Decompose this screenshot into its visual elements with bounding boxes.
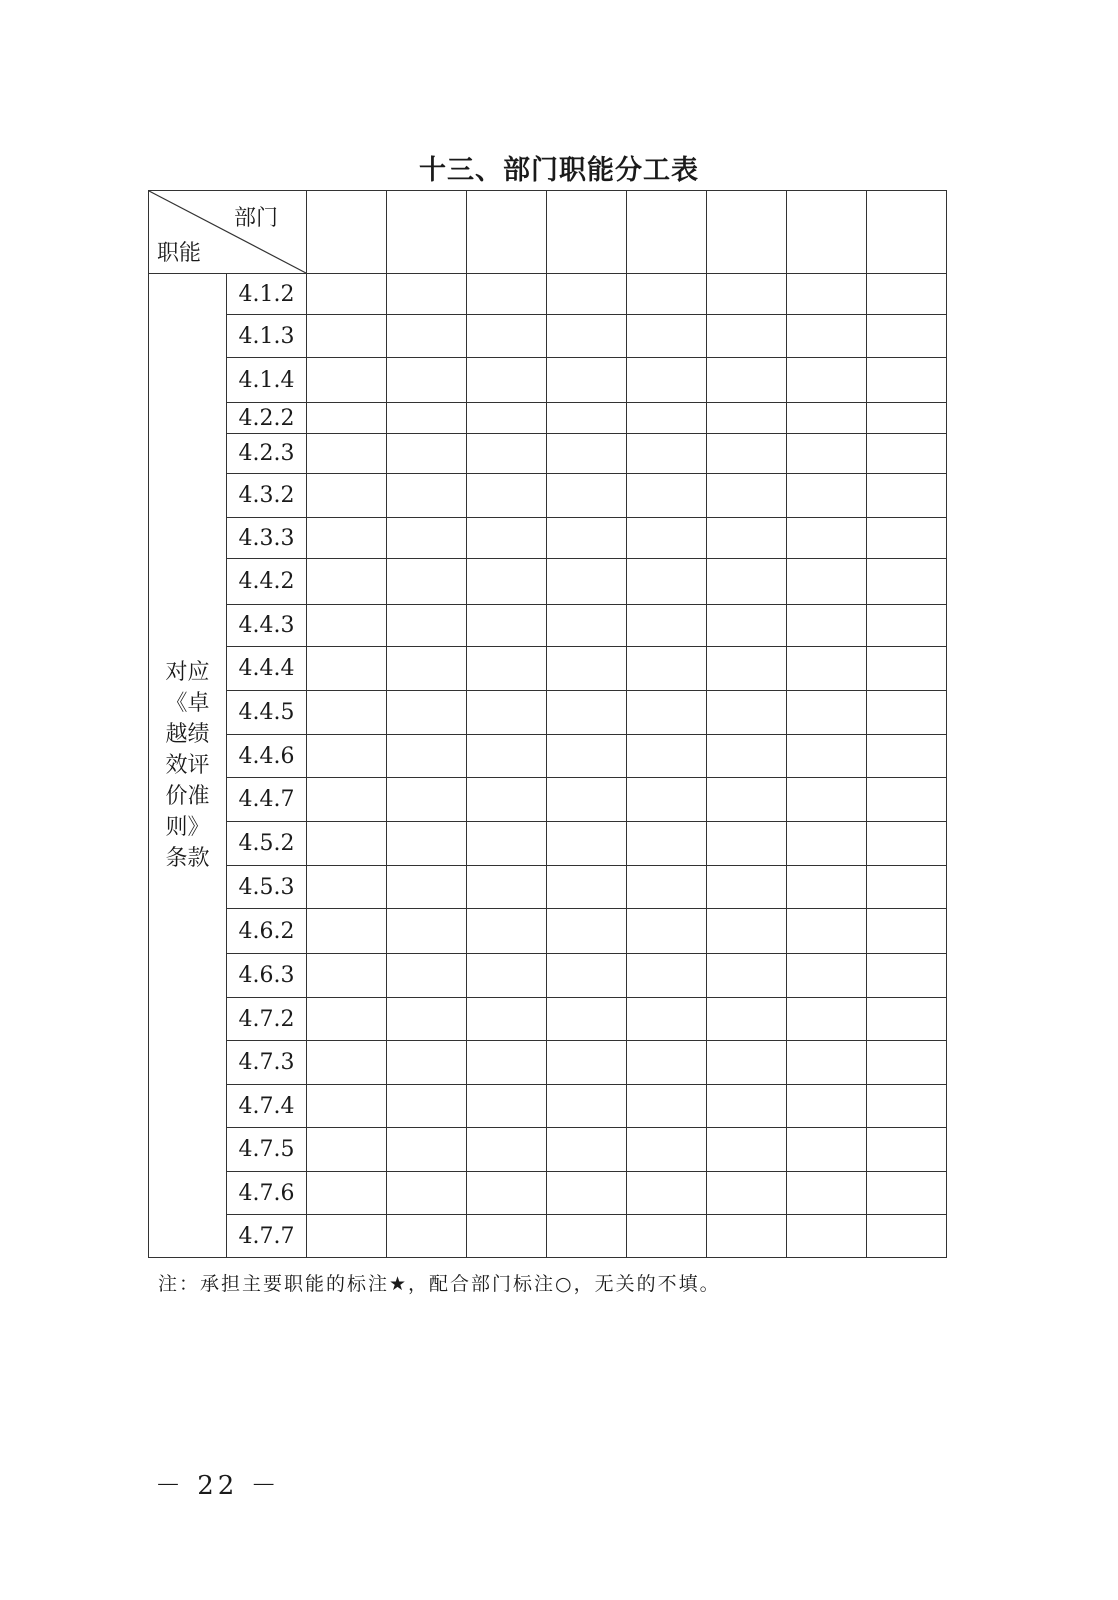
assignment-cell[interactable] xyxy=(707,315,787,358)
assignment-cell[interactable] xyxy=(387,691,467,735)
assignment-cell[interactable] xyxy=(387,1172,467,1215)
assignment-cell[interactable] xyxy=(547,1215,627,1258)
clause-cell: 4.4.3 xyxy=(227,605,307,647)
assignment-cell[interactable] xyxy=(307,403,387,434)
assignment-cell[interactable] xyxy=(787,909,867,954)
assignment-cell[interactable] xyxy=(787,1128,867,1172)
assignment-cell[interactable] xyxy=(307,998,387,1041)
assignment-cell[interactable] xyxy=(547,518,627,559)
assignment-cell[interactable] xyxy=(627,1085,707,1128)
assignment-cell[interactable] xyxy=(387,822,467,866)
table-row xyxy=(149,822,947,866)
assignment-cell[interactable] xyxy=(627,403,707,434)
assignment-cell[interactable] xyxy=(307,474,387,518)
assignment-cell[interactable] xyxy=(787,518,867,559)
assignment-cell[interactable] xyxy=(547,1128,627,1172)
assignment-cell[interactable] xyxy=(387,1128,467,1172)
clause-cell: 4.6.3 xyxy=(227,954,307,998)
assignment-cell[interactable] xyxy=(707,1041,787,1085)
assignment-cell[interactable] xyxy=(867,518,947,559)
assignment-cell[interactable] xyxy=(307,1041,387,1085)
assignment-cell[interactable] xyxy=(547,605,627,647)
assignment-cell[interactable] xyxy=(307,1085,387,1128)
assignment-cell[interactable] xyxy=(547,474,627,518)
assignment-cell[interactable] xyxy=(707,474,787,518)
assignment-cell[interactable] xyxy=(787,605,867,647)
assignment-cell[interactable] xyxy=(307,778,387,822)
assignment-cell[interactable] xyxy=(627,1215,707,1258)
clause-cell: 4.7.6 xyxy=(227,1172,307,1215)
clause-cell: 4.7.7 xyxy=(227,1215,307,1258)
assignment-cell[interactable] xyxy=(867,1128,947,1172)
assignment-cell[interactable] xyxy=(547,1085,627,1128)
assignment-cell[interactable] xyxy=(547,954,627,998)
assignment-cell[interactable] xyxy=(627,315,707,358)
assignment-cell[interactable] xyxy=(707,691,787,735)
function-header-label: 职能 xyxy=(157,241,202,266)
assignment-cell[interactable] xyxy=(867,605,947,647)
department-header-cell[interactable] xyxy=(627,191,707,274)
assignment-cell[interactable] xyxy=(867,559,947,605)
assignment-cell[interactable] xyxy=(467,866,547,909)
department-header-cell[interactable] xyxy=(307,191,387,274)
assignment-cell[interactable] xyxy=(867,735,947,778)
assignment-cell[interactable] xyxy=(307,358,387,403)
assignment-cell[interactable] xyxy=(467,778,547,822)
assignment-cell[interactable] xyxy=(467,998,547,1041)
assignment-cell[interactable] xyxy=(307,866,387,909)
assignment-cell[interactable] xyxy=(627,474,707,518)
assignment-cell[interactable] xyxy=(787,315,867,358)
assignment-cell[interactable] xyxy=(387,954,467,998)
table-row xyxy=(149,559,947,605)
department-header-cell[interactable] xyxy=(547,191,627,274)
assignment-cell[interactable] xyxy=(787,1215,867,1258)
page-number: － 22 － xyxy=(155,1471,281,1501)
assignment-cell[interactable] xyxy=(387,434,467,474)
assignment-cell[interactable] xyxy=(787,403,867,434)
assignment-cell[interactable] xyxy=(627,866,707,909)
table-row xyxy=(149,474,947,518)
assignment-cell[interactable] xyxy=(307,605,387,647)
assignment-cell[interactable] xyxy=(867,1085,947,1128)
assignment-cell[interactable] xyxy=(707,998,787,1041)
assignment-cell[interactable] xyxy=(867,358,947,403)
assignment-cell[interactable] xyxy=(867,822,947,866)
assignment-cell[interactable] xyxy=(387,778,467,822)
assignment-cell[interactable] xyxy=(867,1041,947,1085)
assignment-cell[interactable] xyxy=(307,315,387,358)
page-title: 十三、部门职能分工表 xyxy=(419,155,699,186)
assignment-cell[interactable] xyxy=(707,358,787,403)
assignment-cell[interactable] xyxy=(307,1215,387,1258)
assignment-cell[interactable] xyxy=(627,998,707,1041)
assignment-cell[interactable] xyxy=(787,1172,867,1215)
clause-cell: 4.7.2 xyxy=(227,998,307,1041)
assignment-cell[interactable] xyxy=(707,1128,787,1172)
assignment-cell[interactable] xyxy=(547,647,627,691)
department-header-cell[interactable] xyxy=(867,191,947,274)
assignment-cell[interactable] xyxy=(867,434,947,474)
assignment-cell[interactable] xyxy=(627,1041,707,1085)
assignment-cell[interactable] xyxy=(467,1085,547,1128)
assignment-cell[interactable] xyxy=(627,434,707,474)
assignment-cell[interactable] xyxy=(467,909,547,954)
assignment-cell[interactable] xyxy=(467,691,547,735)
assignment-cell[interactable] xyxy=(627,954,707,998)
assignment-cell[interactable] xyxy=(867,691,947,735)
clause-cell: 4.4.7 xyxy=(227,778,307,822)
assignment-cell[interactable] xyxy=(627,518,707,559)
table-row xyxy=(149,1041,947,1085)
assignment-cell[interactable] xyxy=(307,274,387,315)
assignment-cell[interactable] xyxy=(707,909,787,954)
assignment-cell[interactable] xyxy=(707,559,787,605)
assignment-cell[interactable] xyxy=(867,778,947,822)
clause-cell: 4.1.3 xyxy=(227,315,307,358)
assignment-cell[interactable] xyxy=(467,315,547,358)
assignment-cell[interactable] xyxy=(307,518,387,559)
assignment-cell[interactable] xyxy=(387,474,467,518)
assignment-cell[interactable] xyxy=(787,1041,867,1085)
clause-cell: 4.7.4 xyxy=(227,1085,307,1128)
table-row xyxy=(149,274,947,315)
assignment-cell[interactable] xyxy=(787,434,867,474)
assignment-cell[interactable] xyxy=(467,403,547,434)
assignment-cell[interactable] xyxy=(307,1128,387,1172)
assignment-cell[interactable] xyxy=(787,691,867,735)
assignment-cell[interactable] xyxy=(707,434,787,474)
duty-table xyxy=(148,190,947,1258)
assignment-cell[interactable] xyxy=(307,735,387,778)
assignment-cell[interactable] xyxy=(467,605,547,647)
assignment-cell[interactable] xyxy=(787,866,867,909)
assignment-cell[interactable] xyxy=(547,403,627,434)
table-row xyxy=(149,1085,947,1128)
table-note: 注：承担主要职能的标注★，配合部门标注○，无关的不填。 xyxy=(158,1273,721,1295)
assignment-cell[interactable] xyxy=(707,954,787,998)
table-row xyxy=(149,1128,947,1172)
clause-cell: 4.7.3 xyxy=(227,1041,307,1085)
assignment-cell[interactable] xyxy=(467,735,547,778)
assignment-cell[interactable] xyxy=(547,559,627,605)
assignment-cell[interactable] xyxy=(387,866,467,909)
assignment-cell[interactable] xyxy=(547,1041,627,1085)
assignment-cell[interactable] xyxy=(627,358,707,403)
assignment-cell[interactable] xyxy=(387,647,467,691)
assignment-cell[interactable] xyxy=(867,1215,947,1258)
table-row xyxy=(149,866,947,909)
table-row xyxy=(149,1172,947,1215)
assignment-cell[interactable] xyxy=(867,866,947,909)
table-row xyxy=(149,1215,947,1258)
assignment-cell[interactable] xyxy=(627,559,707,605)
assignment-cell[interactable] xyxy=(547,434,627,474)
assignment-cell[interactable] xyxy=(467,647,547,691)
table-row xyxy=(149,778,947,822)
clause-cell: 4.1.4 xyxy=(227,358,307,403)
assignment-cell[interactable] xyxy=(307,647,387,691)
assignment-cell[interactable] xyxy=(707,1172,787,1215)
department-header-cell[interactable] xyxy=(387,191,467,274)
assignment-cell[interactable] xyxy=(867,998,947,1041)
assignment-cell[interactable] xyxy=(307,822,387,866)
assignment-cell[interactable] xyxy=(467,559,547,605)
assignment-cell[interactable] xyxy=(307,434,387,474)
table-row xyxy=(149,315,947,358)
assignment-cell[interactable] xyxy=(867,1172,947,1215)
assignment-cell[interactable] xyxy=(787,358,867,403)
clause-cell: 4.4.2 xyxy=(227,559,307,605)
clause-cell: 4.4.4 xyxy=(227,647,307,691)
assignment-cell[interactable] xyxy=(307,909,387,954)
assignment-cell[interactable] xyxy=(547,358,627,403)
assignment-cell[interactable] xyxy=(867,403,947,434)
table-row xyxy=(149,735,947,778)
table-row xyxy=(149,647,947,691)
assignment-cell[interactable] xyxy=(467,1128,547,1172)
assignment-cell[interactable] xyxy=(387,735,467,778)
assignment-cell[interactable] xyxy=(707,866,787,909)
table-row xyxy=(149,909,947,954)
assignment-cell[interactable] xyxy=(467,1172,547,1215)
assignment-cell[interactable] xyxy=(867,909,947,954)
assignment-cell[interactable] xyxy=(787,735,867,778)
table-row xyxy=(149,998,947,1041)
table-body xyxy=(149,191,947,1258)
assignment-cell[interactable] xyxy=(467,274,547,315)
assignment-cell[interactable] xyxy=(707,518,787,559)
table-row xyxy=(149,691,947,735)
assignment-cell[interactable] xyxy=(627,735,707,778)
clause-cell: 4.2.2 xyxy=(227,403,307,434)
assignment-cell[interactable] xyxy=(707,735,787,778)
assignment-cell[interactable] xyxy=(387,909,467,954)
assignment-cell[interactable] xyxy=(547,1172,627,1215)
assignment-cell[interactable] xyxy=(467,434,547,474)
assignment-cell[interactable] xyxy=(867,315,947,358)
assignment-cell[interactable] xyxy=(547,315,627,358)
clause-cell: 4.1.2 xyxy=(227,274,307,315)
assignment-cell[interactable] xyxy=(707,647,787,691)
assignment-cell[interactable] xyxy=(467,954,547,998)
assignment-cell[interactable] xyxy=(627,909,707,954)
assignment-cell[interactable] xyxy=(387,358,467,403)
assignment-cell[interactable] xyxy=(627,605,707,647)
assignment-cell[interactable] xyxy=(707,778,787,822)
header-row xyxy=(149,191,947,274)
assignment-cell[interactable] xyxy=(867,954,947,998)
assignment-cell[interactable] xyxy=(707,605,787,647)
clause-cell: 4.4.5 xyxy=(227,691,307,735)
assignment-cell[interactable] xyxy=(787,474,867,518)
clause-cell: 4.3.2 xyxy=(227,474,307,518)
assignment-cell[interactable] xyxy=(707,403,787,434)
assignment-cell[interactable] xyxy=(867,647,947,691)
assignment-cell[interactable] xyxy=(387,1041,467,1085)
assignment-cell[interactable] xyxy=(387,1085,467,1128)
clause-cell: 4.5.3 xyxy=(227,866,307,909)
assignment-cell[interactable] xyxy=(387,518,467,559)
assignment-cell[interactable] xyxy=(387,315,467,358)
table-row xyxy=(149,954,947,998)
assignment-cell[interactable] xyxy=(707,822,787,866)
assignment-cell[interactable] xyxy=(787,647,867,691)
assignment-cell[interactable] xyxy=(547,909,627,954)
assignment-cell[interactable] xyxy=(467,1041,547,1085)
assignment-cell[interactable] xyxy=(787,1085,867,1128)
assignment-cell[interactable] xyxy=(707,1215,787,1258)
assignment-cell[interactable] xyxy=(307,691,387,735)
assignment-cell[interactable] xyxy=(387,998,467,1041)
assignment-cell[interactable] xyxy=(307,559,387,605)
assignment-cell[interactable] xyxy=(707,1085,787,1128)
clause-cell: 4.6.2 xyxy=(227,909,307,954)
assignment-cell[interactable] xyxy=(627,274,707,315)
assignment-cell[interactable] xyxy=(787,274,867,315)
assignment-cell[interactable] xyxy=(627,691,707,735)
table-row xyxy=(149,358,947,403)
clause-cell: 4.2.3 xyxy=(227,434,307,474)
assignment-cell[interactable] xyxy=(867,474,947,518)
assignment-cell[interactable] xyxy=(867,274,947,315)
table-row xyxy=(149,403,947,434)
assignment-cell[interactable] xyxy=(387,1215,467,1258)
assignment-cell[interactable] xyxy=(547,778,627,822)
assignment-cell[interactable] xyxy=(387,274,467,315)
assignment-cell[interactable] xyxy=(547,735,627,778)
assignment-cell[interactable] xyxy=(307,1172,387,1215)
clause-group-cell xyxy=(149,274,227,1258)
assignment-cell[interactable] xyxy=(467,822,547,866)
clause-cell: 4.3.3 xyxy=(227,518,307,559)
assignment-cell[interactable] xyxy=(547,274,627,315)
assignment-cell[interactable] xyxy=(787,954,867,998)
assignment-cell[interactable] xyxy=(467,474,547,518)
assignment-cell[interactable] xyxy=(787,998,867,1041)
assignment-cell[interactable] xyxy=(547,691,627,735)
assignment-cell[interactable] xyxy=(627,822,707,866)
assignment-cell[interactable] xyxy=(627,1128,707,1172)
table-row xyxy=(149,605,947,647)
assignment-cell[interactable] xyxy=(707,274,787,315)
department-header-cell[interactable] xyxy=(467,191,547,274)
clause-cell: 4.5.2 xyxy=(227,822,307,866)
assignment-cell[interactable] xyxy=(787,778,867,822)
corner-header-cell xyxy=(149,191,307,274)
assignment-cell[interactable] xyxy=(787,822,867,866)
assignment-cell[interactable] xyxy=(627,1172,707,1215)
assignment-cell[interactable] xyxy=(387,605,467,647)
assignment-cell[interactable] xyxy=(627,778,707,822)
department-header-label: 部门 xyxy=(233,206,278,231)
assignment-cell[interactable] xyxy=(787,559,867,605)
assignment-cell[interactable] xyxy=(627,647,707,691)
department-header-cell[interactable] xyxy=(787,191,867,274)
clause-group-label: 对应《卓越绩效评价准则》条款 xyxy=(165,660,210,871)
clause-cell: 4.4.6 xyxy=(227,735,307,778)
clause-cell: 4.7.5 xyxy=(227,1128,307,1172)
assignment-cell[interactable] xyxy=(387,403,467,434)
assignment-cell[interactable] xyxy=(467,358,547,403)
assignment-cell[interactable] xyxy=(547,866,627,909)
table-row xyxy=(149,518,947,559)
assignment-cell[interactable] xyxy=(467,518,547,559)
assignment-cell[interactable] xyxy=(547,998,627,1041)
assignment-cell[interactable] xyxy=(387,559,467,605)
assignment-cell[interactable] xyxy=(547,822,627,866)
assignment-cell[interactable] xyxy=(307,954,387,998)
assignment-cell[interactable] xyxy=(467,1215,547,1258)
table-row xyxy=(149,434,947,474)
department-header-cell[interactable] xyxy=(707,191,787,274)
